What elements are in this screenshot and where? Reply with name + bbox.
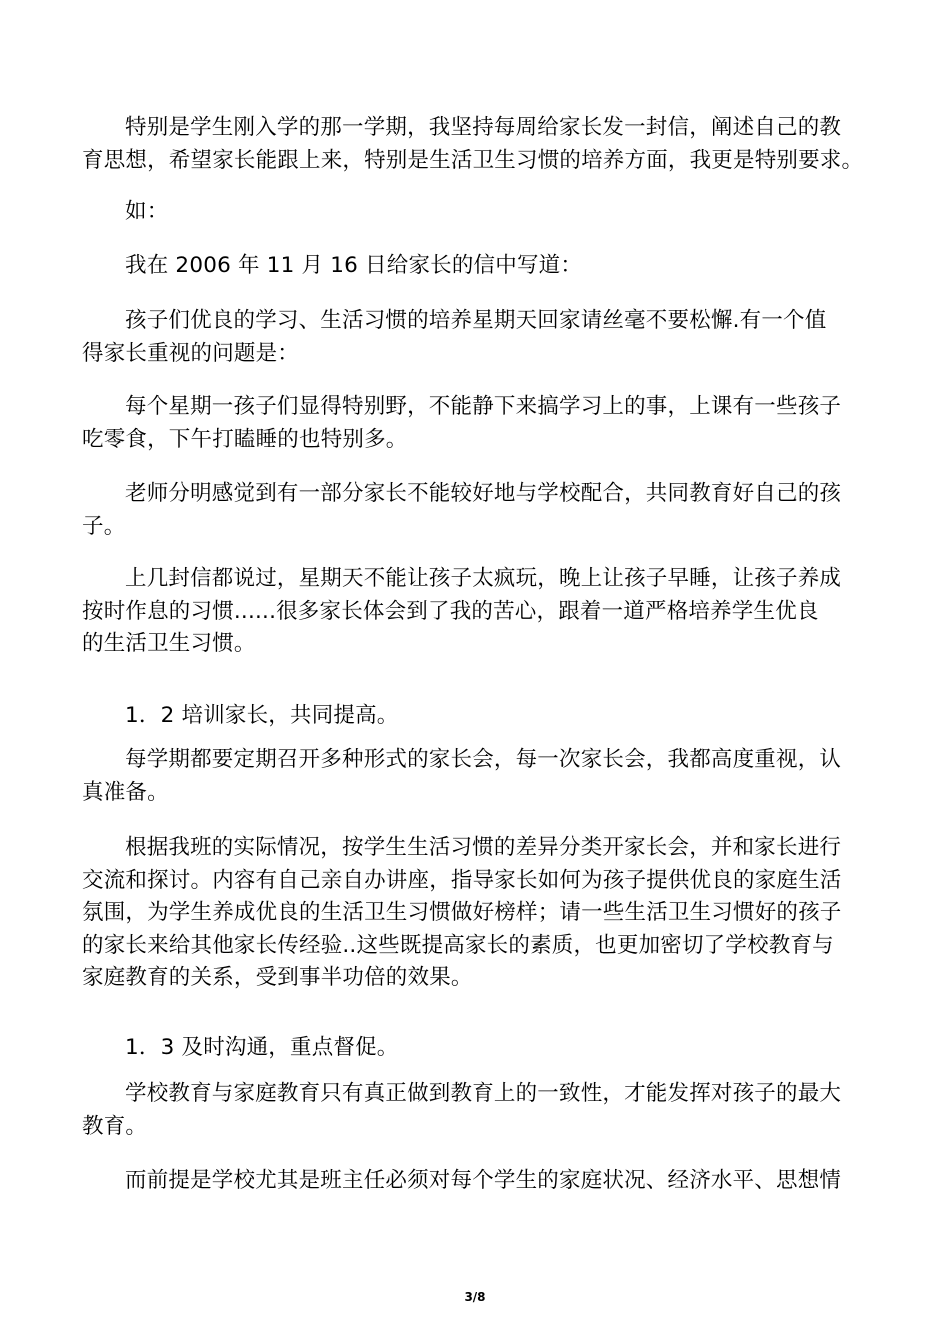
paragraph-1 — [82, 112, 872, 177]
paragraph-line: 特别是学生刚入学的那一学期，我坚持每周给家长发一封信，阐述自己的教 — [125, 115, 842, 140]
paragraph-line: 按时作息的习惯......很多家长体会到了我的苦心，跟着一道严格培养学生优良 — [82, 598, 819, 624]
paragraph-3 — [82, 250, 872, 283]
paragraph-line: 育思想，希望家长能跟上来，特别是生活卫生习惯的培养方面，我更是特别要求。 — [82, 147, 864, 173]
paragraph-10 — [82, 1078, 872, 1143]
section-heading-1-2 — [82, 700, 872, 733]
page-number: 3/8 — [464, 1290, 486, 1304]
paragraph-line: 交流和探讨。内容有自己亲自办讲座，指导家长如何为孩子提供优良的家庭生活 — [82, 867, 842, 893]
paragraph-4 — [82, 305, 872, 370]
paragraph-7 — [82, 563, 872, 661]
paragraph-9 — [82, 832, 872, 995]
paragraph-line: 如： — [125, 199, 169, 224]
paragraph-line: 教育。 — [82, 1113, 148, 1139]
paragraph-11 — [82, 1165, 872, 1198]
paragraph-line: 我在 2006 年 11 月 16 日给家长的信中写道： — [125, 253, 583, 278]
section-heading-text: 1．2 培训家长，共同提高。 — [125, 703, 399, 728]
paragraph-2 — [82, 196, 872, 229]
paragraph-line: 根据我班的实际情况，按学生生活习惯的差异分类开家长会，并和家长进行 — [125, 835, 842, 860]
paragraph-line: 真准备。 — [82, 779, 169, 805]
paragraph-8 — [82, 744, 872, 809]
paragraph-line: 得家长重视的问题是： — [82, 340, 300, 366]
paragraph-line: 吃零食，下午打瞌睡的也特别多。 — [82, 426, 408, 452]
section-heading-text: 1．3 及时沟通，重点督促。 — [125, 1035, 399, 1060]
paragraph-line: 的家长来给其他家长传经验..这些既提高家长的素质，也更加密切了学校教育与 — [82, 932, 834, 958]
paragraph-line: 孩子们优良的学习、生活习惯的培养星期天回家请丝毫不要松懈.有一个值 — [125, 308, 827, 333]
paragraph-6 — [82, 478, 872, 543]
paragraph-line: 子。 — [82, 513, 126, 539]
paragraph-line: 而前提是学校尤其是班主任必须对每个学生的家庭状况、经济水平、思想情 — [125, 1168, 842, 1193]
paragraph-line: 的生活卫生习惯。 — [82, 631, 256, 656]
paragraph-line: 氛围，为学生养成优良的生活卫生习惯做好榜样；请一些生活卫生习惯好的孩子 — [82, 900, 842, 925]
paragraph-line: 每学期都要定期召开多种形式的家长会，每一次家长会，我都高度重视，认 — [125, 747, 842, 772]
paragraph-line: 家庭教育的关系，受到事半功倍的效果。 — [82, 965, 473, 990]
paragraph-5 — [82, 391, 872, 456]
paragraph-line: 老师分明感觉到有一部分家长不能较好地与学校配合，共同教育好自己的孩 — [125, 481, 842, 506]
section-heading-1-3 — [82, 1032, 872, 1065]
paragraph-line: 每个星期一孩子们显得特别野，不能静下来搞学习上的事，上课有一些孩子 — [125, 394, 842, 419]
paragraph-line: 上几封信都说过，星期天不能让孩子太疯玩，晚上让孩子早睡，让孩子养成 — [125, 566, 842, 591]
paragraph-line: 学校教育与家庭教育只有真正做到教育上的一致性，才能发挥对孩子的最大 — [125, 1081, 842, 1106]
